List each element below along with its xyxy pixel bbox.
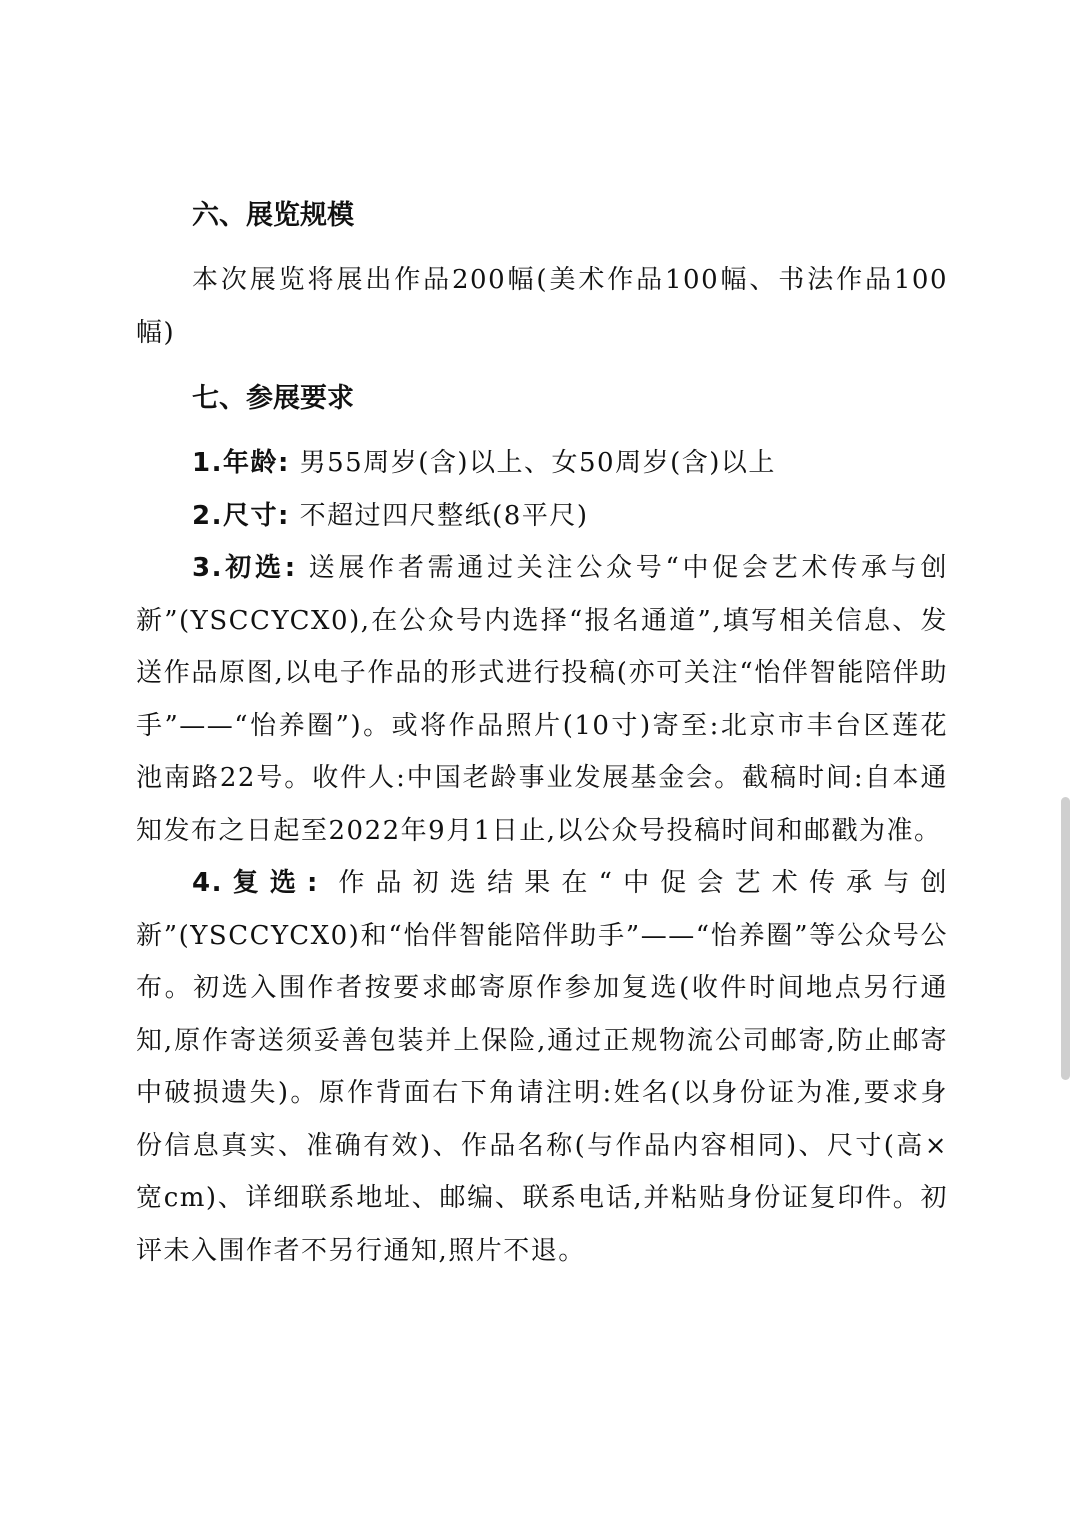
requirement-reselection-label: 4.复选: <box>192 868 319 898</box>
requirement-preliminary-label: 3.初选: <box>192 553 297 583</box>
requirement-reselection-text: 作品初选结果在“中促会艺术传承与创新”(YSCCYCX0)和“怡伴智能陪伴助手”——“怡养圈”等公众号公布。初选入围作者按要求邮寄原作参加复选(收件时间地点另行通知,原作寄送须妥善包装并上保险,通过正规物流公司邮寄,防止邮寄中破损遗失)。原作背面右下角请注明:姓名(以身份证为准,要求身份信息真实、准确有效)、作品名称(与作品内容相同)、尺寸(高×宽cm)、详细联系地址、邮编、联系电话,并粘贴身份证复印件。初评未入围作者不另行通知,照片不退。 <box>136 868 949 1266</box>
vertical-scrollbar[interactable] <box>1061 797 1070 1080</box>
section-heading-exhibition-scale: 六、展览规模 <box>192 200 354 231</box>
requirement-size-text: 不超过四尺整纸(8平尺) <box>299 500 589 531</box>
requirement-preliminary <box>136 542 948 857</box>
requirement-age-label: 1.年龄: <box>192 448 290 478</box>
section-heading-requirements: 七、参展要求 <box>192 383 354 414</box>
requirement-age <box>136 437 948 490</box>
exhibition-scale-paragraph: 本次展览将展出作品200幅(美术作品100幅、书法作品100幅) <box>136 265 948 348</box>
requirement-size-label: 2.尺寸: <box>192 500 290 531</box>
requirement-age-text: 男55周岁(含)以上、女50周岁(含)以上 <box>299 448 776 478</box>
document-page <box>136 190 948 1277</box>
requirement-size <box>136 490 948 543</box>
requirement-preliminary-text: 送展作者需通过关注公众号“中促会艺术传承与创新”(YSCCYCX0),在公众号内选择“报名通道”,填写相关信息、发送作品原图,以电子作品的形式进行投稿(亦可关注“怡伴智能陪伴助手”——“怡养圈”)。或将作品照片(10寸)寄至:北京市丰台区莲花池南路22号。收件人:中国老龄事业发展基金会。截稿时间:自本通知发布之日起至2022年9月1日止,以公众号投稿时间和邮戳为准。 <box>136 553 948 846</box>
requirement-reselection <box>136 857 948 1277</box>
